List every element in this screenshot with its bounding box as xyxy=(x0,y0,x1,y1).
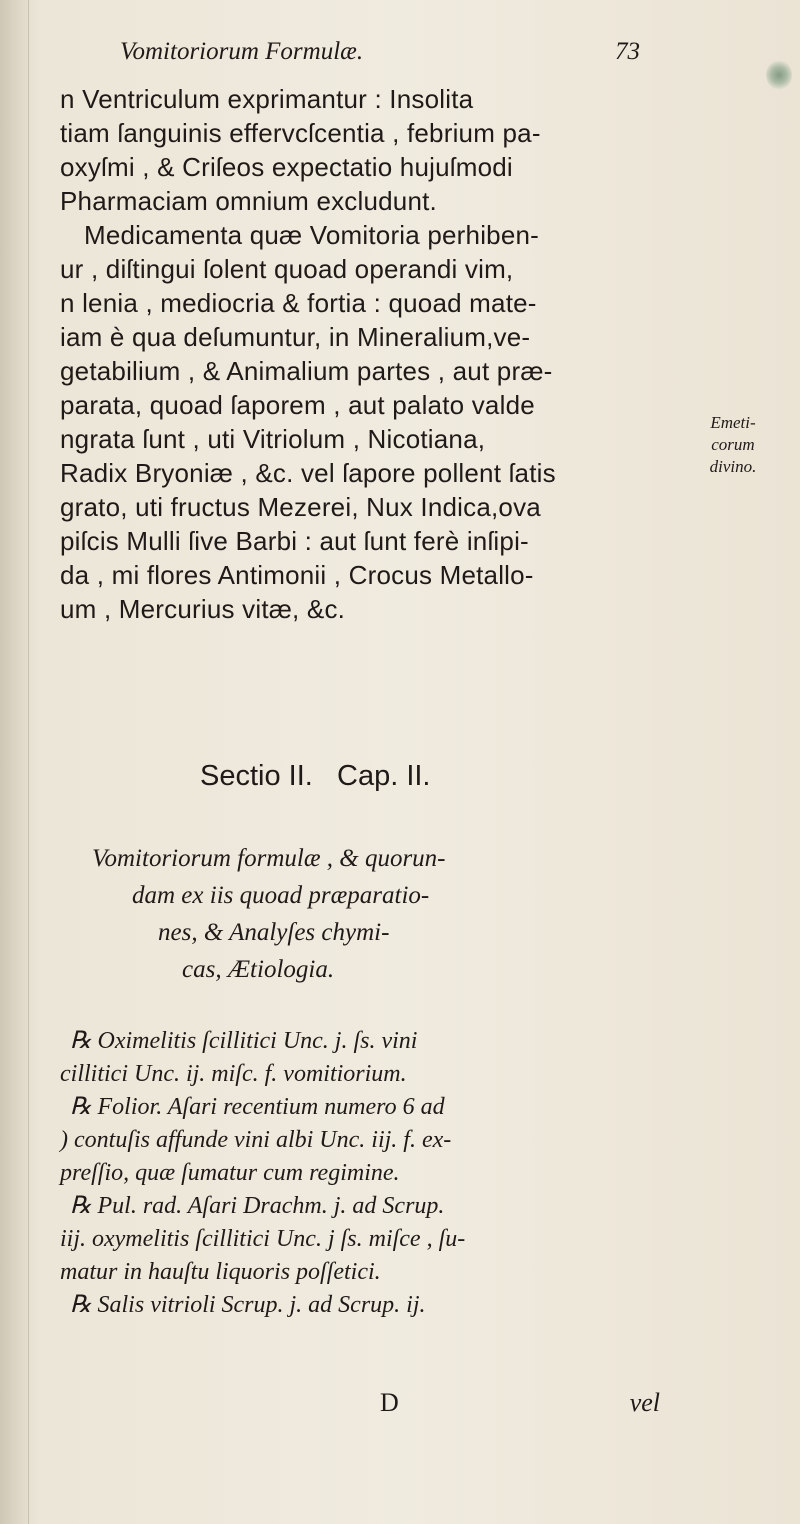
text-line: n lenia , mediocria & fortia : quoad mate- xyxy=(60,288,537,318)
text-line: Radix Bryoniæ , &c. vel ſapore pollent ſatis xyxy=(60,458,556,488)
paper-stain xyxy=(766,60,792,90)
recipe-line: ) contuſis affunde vini albi Unc. iij. f. ex- xyxy=(60,1127,452,1153)
sub-heading-line: dam ex iis quoad præparatio- xyxy=(132,882,430,909)
text-line: Pharmaciam omnium excludunt. xyxy=(60,186,437,216)
text-line: Medicamenta quæ Vomitoria perhiben- xyxy=(84,220,540,250)
text-line: grato, uti fructus Mezerei, Nux Indica,ova xyxy=(60,492,541,522)
text-line: iam è qua deſumuntur, in Mineralium,ve- xyxy=(60,322,531,352)
text-line: getabilium , & Animalium partes , aut præ- xyxy=(60,356,553,386)
text-line: ngrata ſunt , uti Vitriolum , Nicotiana, xyxy=(60,424,486,454)
margin-note-line: Emeti- xyxy=(710,413,756,432)
signature-mark: D xyxy=(380,1388,399,1417)
sub-heading-line: cas, Ætiologia. xyxy=(182,956,335,983)
recipe-list xyxy=(60,1025,720,1322)
page-footer xyxy=(60,1388,660,1424)
text-line: tiam ſanguinis effervcſcentia , febrium pa- xyxy=(60,118,541,148)
margin-note-line: corum xyxy=(711,435,755,454)
page-header xyxy=(120,38,640,78)
running-title: Vomitoriorum Formulæ. xyxy=(120,38,364,65)
recipe-line: ℞ Salis vitrioli Scrup. j. ad Scrup. ij. xyxy=(70,1292,426,1318)
text-line: n Ventriculum exprimantur : Insolita xyxy=(60,84,474,114)
recipe-line: iij. oxymelitis ſcillitici Unc. j ſs. miſce , ſu- xyxy=(60,1226,466,1252)
text-line: um , Mercurius vitæ, &c. xyxy=(60,594,346,624)
recipe-line: cillitici Unc. ij. miſc. f. vomitiorium. xyxy=(60,1061,407,1087)
recipe-line: preſſio, quæ ſumatur cum regimine. xyxy=(60,1160,400,1186)
text-line: da , mi flores Antimonii , Crocus Metallo- xyxy=(60,560,534,590)
text-line: parata, quoad ſaporem , aut palato valde xyxy=(60,390,535,420)
text-line: oxyſmi , & Criſeos expectatio hujuſmodi xyxy=(60,152,513,182)
margin-note-line: divino. xyxy=(709,457,757,476)
text-line: ur , diſtingui ſolent quoad operandi vim, xyxy=(60,254,514,284)
body-paragraphs xyxy=(60,82,660,626)
recipe-line: ℞ Oximelitis ſcillitici Unc. j. ſs. vini xyxy=(70,1028,418,1054)
section-heading: Sectio II. Cap. II. xyxy=(200,760,431,792)
binding-gutter xyxy=(0,0,29,1524)
recipe-line: ℞ Pul. rad. Aſari Drachm. j. ad Scrup. xyxy=(70,1193,445,1219)
text-line: piſcis Mulli ſive Barbi : aut ſunt ferè inſipi- xyxy=(60,526,529,556)
recipe-line: matur in hauſtu liquoris poſſetici. xyxy=(60,1259,381,1285)
page-number: 73 xyxy=(615,38,640,65)
sub-heading xyxy=(92,840,652,988)
margin-note xyxy=(678,412,788,478)
sub-heading-line: Vomitoriorum formulæ , & quorun- xyxy=(92,845,446,872)
sub-heading-line: nes, & Analyſes chymi- xyxy=(158,919,390,946)
catchword: vel xyxy=(629,1388,660,1417)
recipe-line: ℞ Folior. Aſari recentium numero 6 ad xyxy=(70,1094,445,1120)
